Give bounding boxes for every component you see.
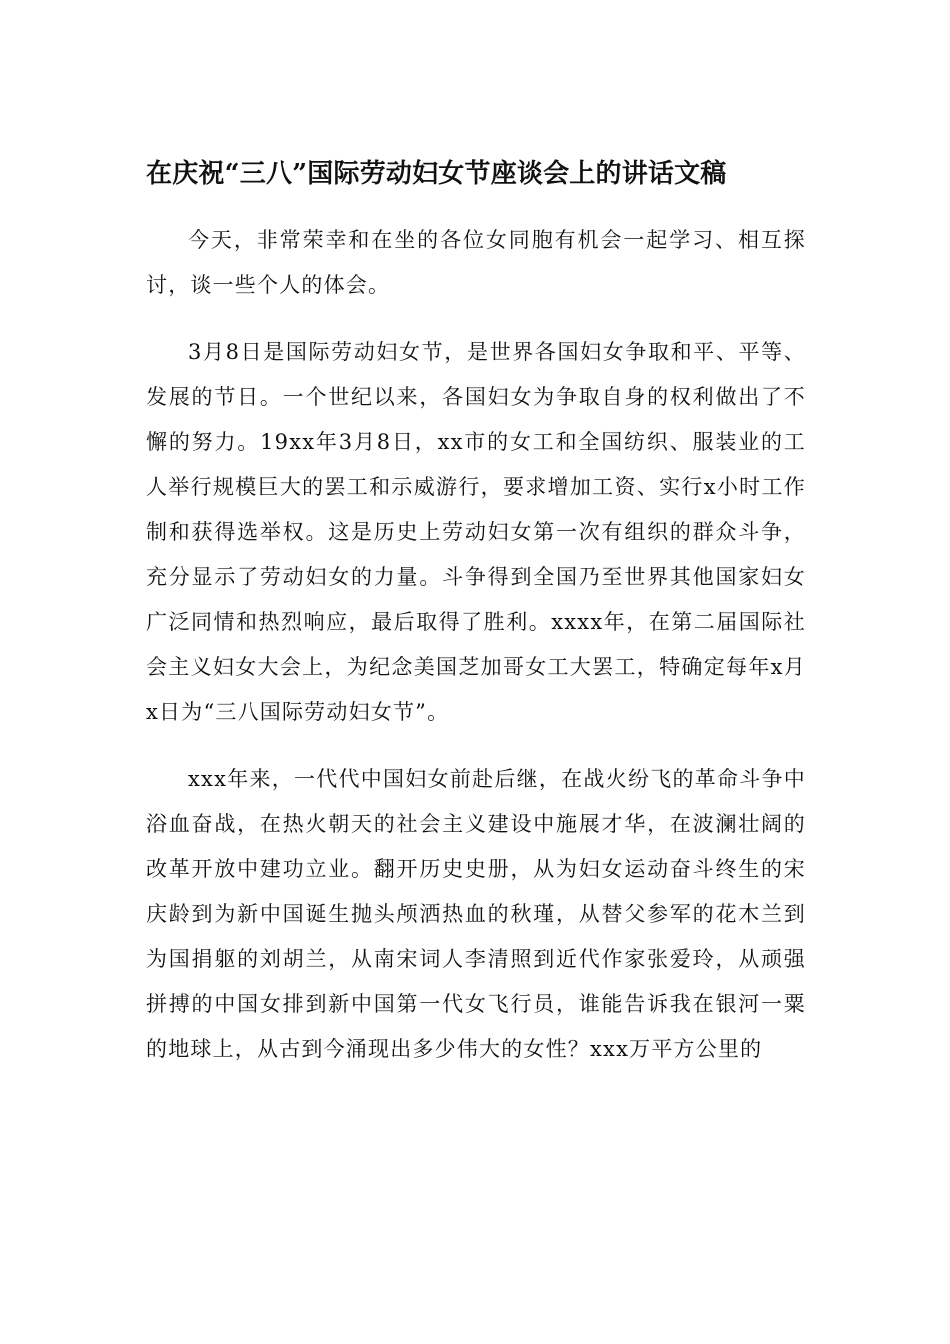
paragraph-chinese-women: xxx年来，一代代中国妇女前赴后继，在战火纷飞的革命斗争中浴血奋战，在热火朝天的社会主义建设中施展才华，在波澜壮阔的改革开放中建功立业。翻开历史史册，从为妇女运动奋斗终生的宋庆龄到为新中国诞生抛头颅洒热血的秋瑾，从替父参军的花木兰到为国捐躯的刘胡兰，从南宋词人李清照到近代作家张爱玲，从顽强拼搏的中国女排到新中国第一代女飞行员，谁能告诉我在银河一粟的地球上，从古到今涌现出多少伟大的女性？xxx万平方公里的 bbox=[146, 767, 806, 1061]
paragraph-history: 3月8日是国际劳动妇女节，是世界各国妇女争取和平、平等、发展的节日。一个世纪以来，各国妇女为争取自身的权利做出了不懈的努力。19xx年3月8日，xx市的女工和全国纺织、服装业的工人举行规模巨大的罢工和示威游行，要求增加工资、实行x小时工作制和获得选举权。这是历史上劳动妇女第一次有组织的群众斗争，充分显示了劳动妇女的力量。斗争得到全国乃至世界其他国家妇女广泛同情和热烈响应，最后取得了胜利。xxxx年，在第二届国际社会主义妇女大会上，为纪念美国芝加哥女工大罢工，特确定每年x月x日为“三八国际劳动妇女节”。 bbox=[146, 340, 806, 724]
document-title: 在庆祝“三八”国际劳动妇女节座谈会上的讲话文稿 bbox=[146, 159, 727, 189]
paragraph-opening: 今天，非常荣幸和在坐的各位女同胞有机会一起学习、相互探讨，谈一些个人的体会。 bbox=[146, 228, 806, 297]
document-body bbox=[146, 218, 806, 1094]
